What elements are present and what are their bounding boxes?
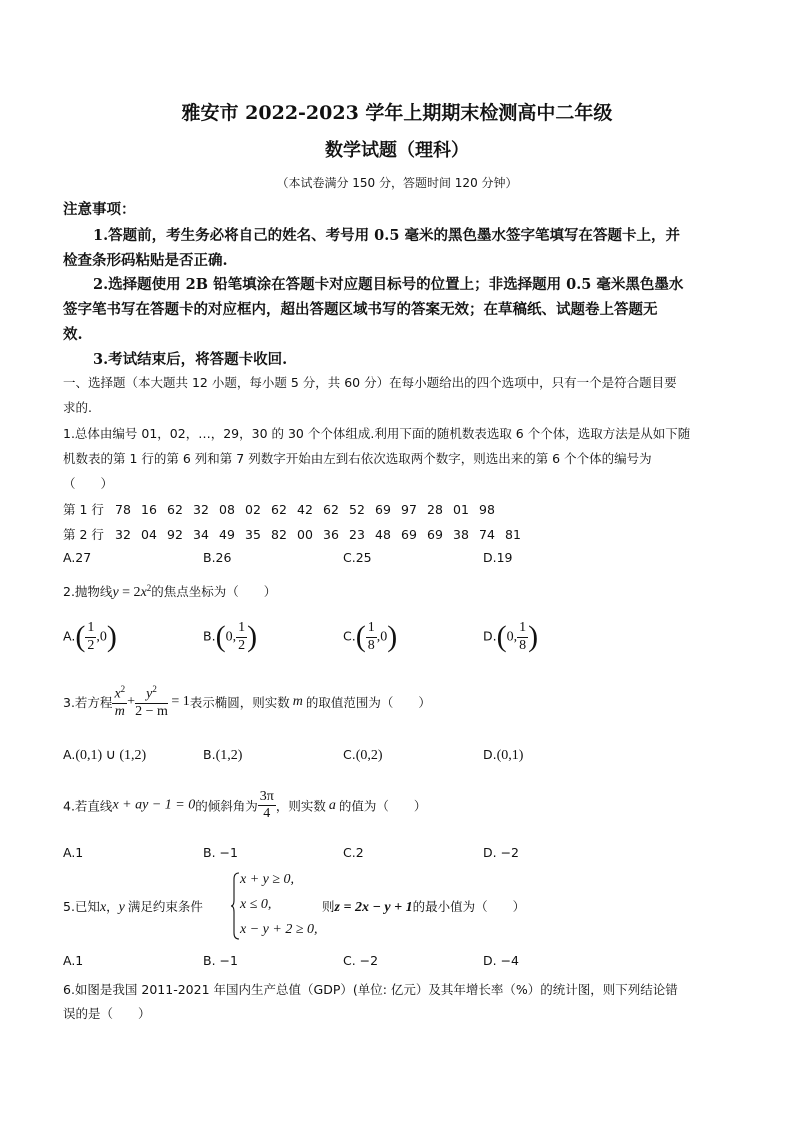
random-digit-cell: 35 [245, 527, 261, 542]
random-digit-cell: 08 [219, 502, 235, 517]
row-label: 第 1 行 [63, 502, 104, 517]
option-tail: ,0 [96, 629, 107, 645]
q4-var: a [328, 797, 336, 813]
q2-eq: = 2 [118, 585, 141, 600]
random-digit-cell: 69 [401, 527, 417, 542]
option-label: B. [203, 747, 216, 762]
section-heading: 一、选择题（本大题共 12 小题，每小题 5 分，共 60 分）在每小题给出的四个选项中，只有一个是符合题目要 [63, 375, 677, 390]
random-digit-cell: 69 [427, 527, 443, 542]
q5-x: x [99, 900, 107, 915]
frac-den: 8 [519, 637, 527, 653]
q3-option-a [63, 747, 146, 764]
q5-prefix: 5.已知 [63, 899, 100, 914]
frac-den: 2 [87, 637, 95, 653]
q5-comma: ， [106, 899, 119, 914]
random-digit-cell: 42 [297, 502, 313, 517]
random-digit-cell: 52 [349, 502, 365, 517]
constraint-3: x − y + 2 ≥ 0, [240, 922, 318, 937]
notice-2c: 效. [63, 326, 83, 343]
q2-exp: 2 [146, 582, 152, 593]
q2-x: x [140, 585, 147, 600]
q4-frac [258, 789, 276, 822]
notice-1b: 检查条形码粘贴是否正确. [63, 252, 228, 269]
q3-frac-1 [112, 684, 127, 720]
random-digit-cell: 28 [427, 502, 443, 517]
frac-num: y [146, 686, 153, 702]
q3-option-c [343, 747, 383, 764]
notice-3: 3.考试结束后，将答题卡收回. [93, 351, 288, 368]
frac-num: 3π [258, 789, 276, 806]
option-value: (0,1) [496, 748, 524, 763]
random-digit-cell: 78 [115, 502, 131, 517]
random-digit-cell: 82 [271, 527, 287, 542]
frac-num: 1 [236, 620, 247, 637]
q3-suffix2: 的取值范围为（ ） [305, 694, 431, 710]
q5-lead [63, 897, 203, 916]
row-label: 第 2 行 [63, 527, 104, 542]
q2-option-c: C.( $\frac{1}{8}$ ,0) [343, 620, 398, 653]
option-label: D. [483, 747, 497, 762]
q6-line1: 6.如图是我国 2011-2021 年国内生产总值（GDP）(单位: 亿元）及其年增长率（%）的统计图，则下列结论错 [63, 982, 678, 997]
random-digit-cell: 36 [323, 527, 339, 542]
q4-mid: 的倾斜角为 [195, 798, 258, 814]
random-digit-cell: 02 [245, 502, 261, 517]
q4-option-b: B. −1 [203, 845, 238, 860]
q3-prefix: 3.若方程 [63, 694, 113, 710]
q1-option-a: A.27 [63, 550, 92, 565]
random-digit-cell: 01 [453, 502, 469, 517]
q4-suffix2: 的值为（ ） [338, 798, 427, 814]
frac-exp: 2 [152, 684, 157, 694]
notice-2b: 签字笔书写在答题卡的对应框内，超出答题区域书写的答案无效；在草稿纸、试题卷上答题无 [63, 301, 658, 318]
option-label: A. [63, 628, 76, 644]
q1-line2: 机数表的第 1 行的第 6 列和第 7 列数字开始由左到右依次选取两个数字，则选出来的第 6 个个体的编号为 [63, 451, 652, 466]
q2-option-b: B.(0, $\frac{1}{2}$ ) [203, 620, 258, 653]
random-digit-cell: 48 [375, 527, 391, 542]
q3-option-b [203, 747, 242, 764]
constraint-2: x ≤ 0, [240, 897, 272, 912]
q5-then: 则 [322, 899, 335, 914]
option-label: D. [483, 628, 497, 644]
q5-tail [322, 897, 525, 916]
random-digit-cell: 32 [115, 527, 131, 542]
random-digit-cell: 62 [167, 502, 183, 517]
question-2 [63, 582, 276, 601]
random-digit-cell: 62 [323, 502, 339, 517]
random-digit-cell: 81 [505, 527, 521, 542]
notice-2a: 2.选择题使用 2B 铅笔填涂在答题卡对应题目标号的位置上；非选择题用 0.5 毫米黑色墨水 [93, 276, 684, 293]
q2-prefix: 2.抛物线 [63, 584, 113, 599]
option-value: (0,1) ∪ (1,2) [75, 748, 147, 763]
random-table-row-2 [63, 525, 531, 543]
random-digit-cell: 74 [479, 527, 495, 542]
random-digit-cell: 04 [141, 527, 157, 542]
option-value: (1,2) [215, 748, 243, 763]
notice-heading: 注意事项： [63, 201, 136, 218]
frac-den: 8 [367, 637, 375, 653]
q1-line1: 1.总体由编号 01，02，…，29，30 的 30 个个体组成.利用下面的随机数表选取 6 个个体，选取方法是从如下随 [63, 426, 691, 441]
constraint-1: x + y ≥ 0, [240, 872, 295, 887]
frac-exp: 2 [120, 684, 126, 694]
q4-option-c: C.2 [343, 845, 364, 860]
q1-option-b: B.26 [203, 550, 232, 565]
q4-option-a: A.1 [63, 845, 84, 860]
notice-1a: 1.答题前，考生务必将自己的姓名、考号用 0.5 毫米的黑色墨水签字笔填写在答题卡上，并 [93, 227, 680, 244]
frac-den: m [114, 703, 125, 719]
random-digit-cell: 16 [141, 502, 157, 517]
question-4 [63, 789, 426, 822]
random-digit-cell: 00 [297, 527, 313, 542]
exam-title: 雅安市 2022-2023 学年上期期末检测高中二年级 [181, 102, 613, 124]
q4-suffix: ，则实数 [275, 798, 326, 814]
q2-option-d: D.(0, $\frac{1}{8}$ ) [483, 620, 539, 653]
q1-option-c: C.25 [343, 550, 372, 565]
q5-objective: z = 2x − y + 1 [334, 900, 413, 915]
q4-eq: x + ay − 1 = 0 [112, 797, 196, 813]
section-heading-cont: 求的. [63, 400, 92, 415]
option-value: (0,2) [355, 748, 383, 763]
random-digit-cell: 92 [167, 527, 183, 542]
frac-num: 1 [366, 620, 377, 637]
q4-option-d: D. −2 [483, 845, 519, 860]
q5-option-a: A.1 [63, 953, 84, 968]
random-digit-cell: 34 [193, 527, 209, 542]
q5-option-b: B. −1 [203, 953, 238, 968]
q5-mid: 满足约束条件 [127, 899, 203, 914]
option-tail: ,0 [376, 629, 388, 645]
q4-prefix: 4.若直线 [63, 798, 113, 814]
q5-y: y [118, 900, 125, 915]
q3-frac-2 [135, 684, 168, 720]
q3-plus: + [127, 693, 136, 709]
option-label: B. [203, 628, 216, 644]
random-digit-cell: 49 [219, 527, 235, 542]
random-digit-cell: 98 [479, 502, 495, 517]
frac-num: 1 [517, 620, 528, 637]
random-digit-cell: 32 [193, 502, 209, 517]
option-head: 0, [506, 629, 518, 645]
q5-option-c: C. −2 [343, 953, 379, 968]
exam-note: （本试卷满分 150 分，答题时间 120 分钟） [276, 176, 518, 190]
option-label: C. [343, 747, 356, 762]
random-digit-cell: 23 [349, 527, 365, 542]
q1-option-d: D.19 [483, 550, 513, 565]
question-3 [63, 684, 431, 720]
q3-eq: = 1 [167, 693, 190, 709]
random-digit-cell: 38 [453, 527, 469, 542]
q2-suffix: 的焦点坐标为（ ） [151, 584, 277, 599]
random-table-row-1 [63, 500, 505, 518]
random-digit-cell: 69 [375, 502, 391, 517]
frac-num: x [114, 686, 121, 702]
option-label: C. [343, 628, 356, 644]
random-digit-cell: 62 [271, 502, 287, 517]
frac-den: 2 − m [135, 703, 168, 719]
q3-option-d [483, 747, 523, 764]
q5-option-d: D. −4 [483, 953, 519, 968]
q5-suffix: 的最小值为（ ） [412, 899, 526, 914]
random-digit-cell: 97 [401, 502, 417, 517]
constraint-brace [230, 872, 240, 940]
q6-line2: 误的是（ ） [63, 1006, 151, 1021]
q2-option-a: A.( $\frac{1}{2}$ ,0) [63, 620, 117, 653]
q1-line3: （ ） [63, 476, 114, 491]
option-head: 0, [225, 629, 237, 645]
frac-den: 2 [238, 637, 246, 653]
q3-var: m [292, 693, 303, 709]
option-label: A. [63, 747, 76, 762]
frac-den: 4 [263, 806, 271, 822]
q2-y: y [112, 585, 119, 600]
exam-subtitle: 数学试题（理科） [325, 140, 469, 161]
frac-num: 1 [85, 620, 96, 637]
q3-suffix: 表示椭圆，则实数 [189, 694, 290, 710]
